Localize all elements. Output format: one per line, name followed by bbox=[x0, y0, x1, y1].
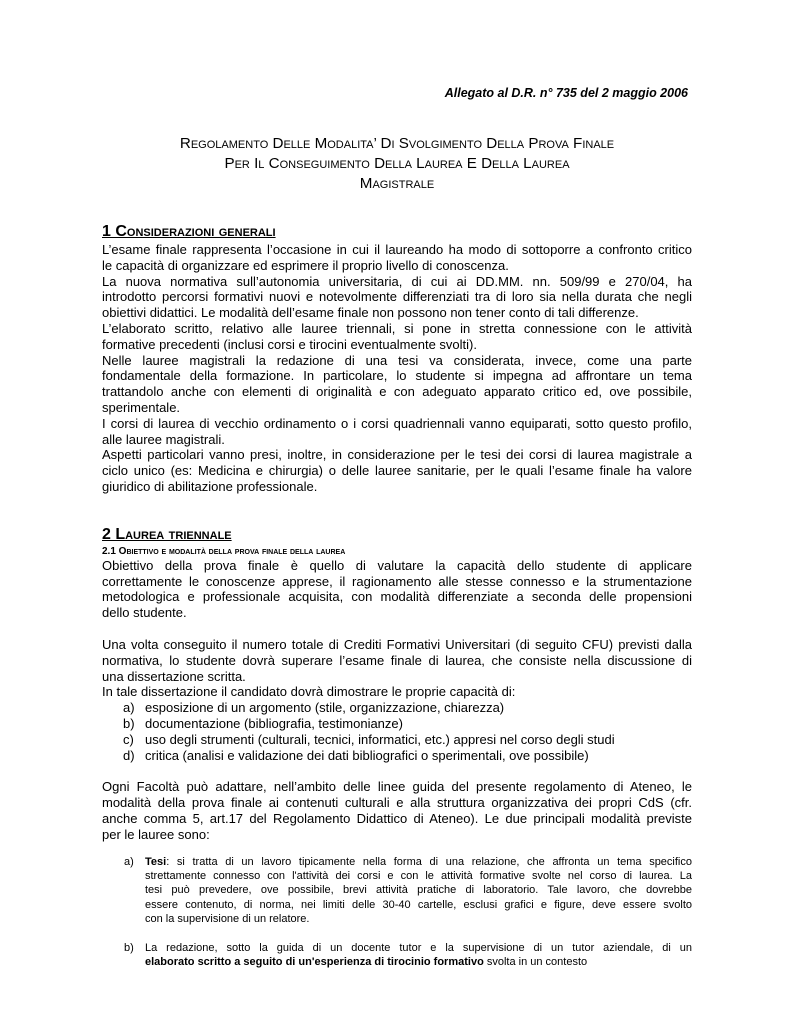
paragraph: Obiettivo della prova finale è quello di valutare la capacità dello studente di applicare correttamente le conoscenze apprese, il ragionamento alle stesse connesso e la strumentazione metodologica e professionale acquisita, con modalità differenziate a seconda delle propensioni dello studente. bbox=[102, 557, 692, 621]
modality-a-bold: Tesi bbox=[145, 855, 167, 868]
paragraph: Aspetti particolari vanno presi, inoltre, in considerazione per le tesi dei corsi di laurea magistrale a ciclo unico (es: Medicina e chirurgia) o delle lauree sanitarie, per le quali l’esame finale ha valore giuridico di abilitazione professionale. bbox=[102, 447, 692, 494]
list-item: d) critica (analisi e validazione dei dati bibliografici o sperimentali, ove possibile) bbox=[123, 747, 589, 763]
paragraph: L’elaborato scritto, relativo alle lauree triennali, si pone in stretta connessione con le attività formative precedenti (inclusi corsi e tirocini eventualmente svolti). bbox=[102, 320, 692, 352]
paragraph: Una volta conseguito il numero totale di Crediti Formativi Universitari (di seguito CFU) previsti dalla normativa, lo studente dovrà superare l’esame finale di laurea, che consiste nella discussione di una dissertazione scritta. bbox=[102, 636, 692, 684]
title-line-3: Magistrale bbox=[359, 175, 435, 192]
paragraph: Ogni Facoltà può adattare, nell’ambito delle linee guida del presente regolamento di Ateneo, le modalità della prova finale ai contenuti culturali e alla struttura organizzativa dei propri CdS (cfr. anche comma 5, art.17 del Regolamento Didattico di Ateneo). Le due principali modalità previste per le lauree sono: bbox=[102, 779, 692, 842]
modality-item-b: b) La redazione, sotto la guida di un docente tutor e la supervisione di un tutor aziendale, di un elaborato scritto a seguito di un'esperienza di tirocinio formativo svolta in un contesto bbox=[124, 941, 692, 968]
document-title bbox=[102, 134, 692, 194]
list-item: c) uso degli strumenti (culturali, tecnici, informatici, etc.) appresi nel corso degli studi bbox=[123, 731, 615, 747]
paragraph: Nelle lauree magistrali la redazione di una tesi va considerata, invece, come una parte fondamentale della formazione. In particolare, lo studente si impegna ad affrontare un tema trattandolo anche con elementi di originalità e con adeguato apparato critico ed, ove possibile, sperimentale. bbox=[102, 352, 692, 415]
paragraph: L’esame finale rappresenta l’occasione in cui il laureando ha modo di sottoporre a confronto critico le capacità di organizzare ed esprimere il proprio livello di conoscenza. bbox=[102, 242, 692, 273]
list-item: a) esposizione di un argomento (stile, organizzazione, chiarezza) bbox=[123, 700, 505, 716]
paragraph: I corsi di laurea di vecchio ordinamento o i corsi quadriennali vanno equiparati, sotto questo profilo, alle lauree magistrali. bbox=[102, 415, 692, 447]
list-item: b) documentazione (bibliografia, testimonianze) bbox=[123, 715, 403, 731]
paragraph: La nuova normativa sull’autonomia universitaria, di cui ai DD.MM. nn. 509/99 e 270/04, ha introdotto percorsi formativi nuovi e notevolmente differenziati tra di loro sia nella durata che negli obiettivi didattici. Le modalità dell’esame finale non possono non tener conto di tali differenze. bbox=[102, 273, 692, 321]
modality-b-bold: elaborato scritto a seguito di un'esperienza di tirocinio formativo bbox=[145, 955, 484, 968]
paragraph: In tale dissertazione il candidato dovrà dimostrare le proprie capacità di: bbox=[102, 684, 516, 700]
capabilities-list bbox=[102, 700, 692, 763]
attachment-reference: Allegato al D.R. n° 735 del 2 maggio 2006 bbox=[444, 86, 688, 100]
document-body bbox=[102, 222, 692, 969]
modality-item-a: a) Tesi: si tratta di un lavoro tipicamente nella forma di una relazione, che affronta un tema specifico strettamente connesso con l'attività dei corsi e con le attività formative svolte nel corso di laurea. La tesi può prevedere, ove possibile, brevi attività pratiche di laboratorio. Tale lavoro, che dovrebbe essere contenuto, di norma, nei limiti delle 30-40 cartelle, esclusi grafici e figure, deve essere svolto con la supervisione di un relatore. bbox=[124, 855, 692, 926]
section-2-heading: 2 Laurea triennale bbox=[102, 525, 232, 543]
title-line-1: Regolamento Delle Modalita’ Di Svolgimento Della Prova Finale bbox=[179, 135, 615, 152]
subsection-2-1-heading: 2.1 Obiettivo e modalità della prova finale della laurea bbox=[102, 545, 346, 557]
title-line-2: Per Il Conseguimento Della Laurea E Della Laurea bbox=[224, 155, 570, 172]
section-1-heading: 1 Considerazioni generali bbox=[102, 223, 276, 240]
